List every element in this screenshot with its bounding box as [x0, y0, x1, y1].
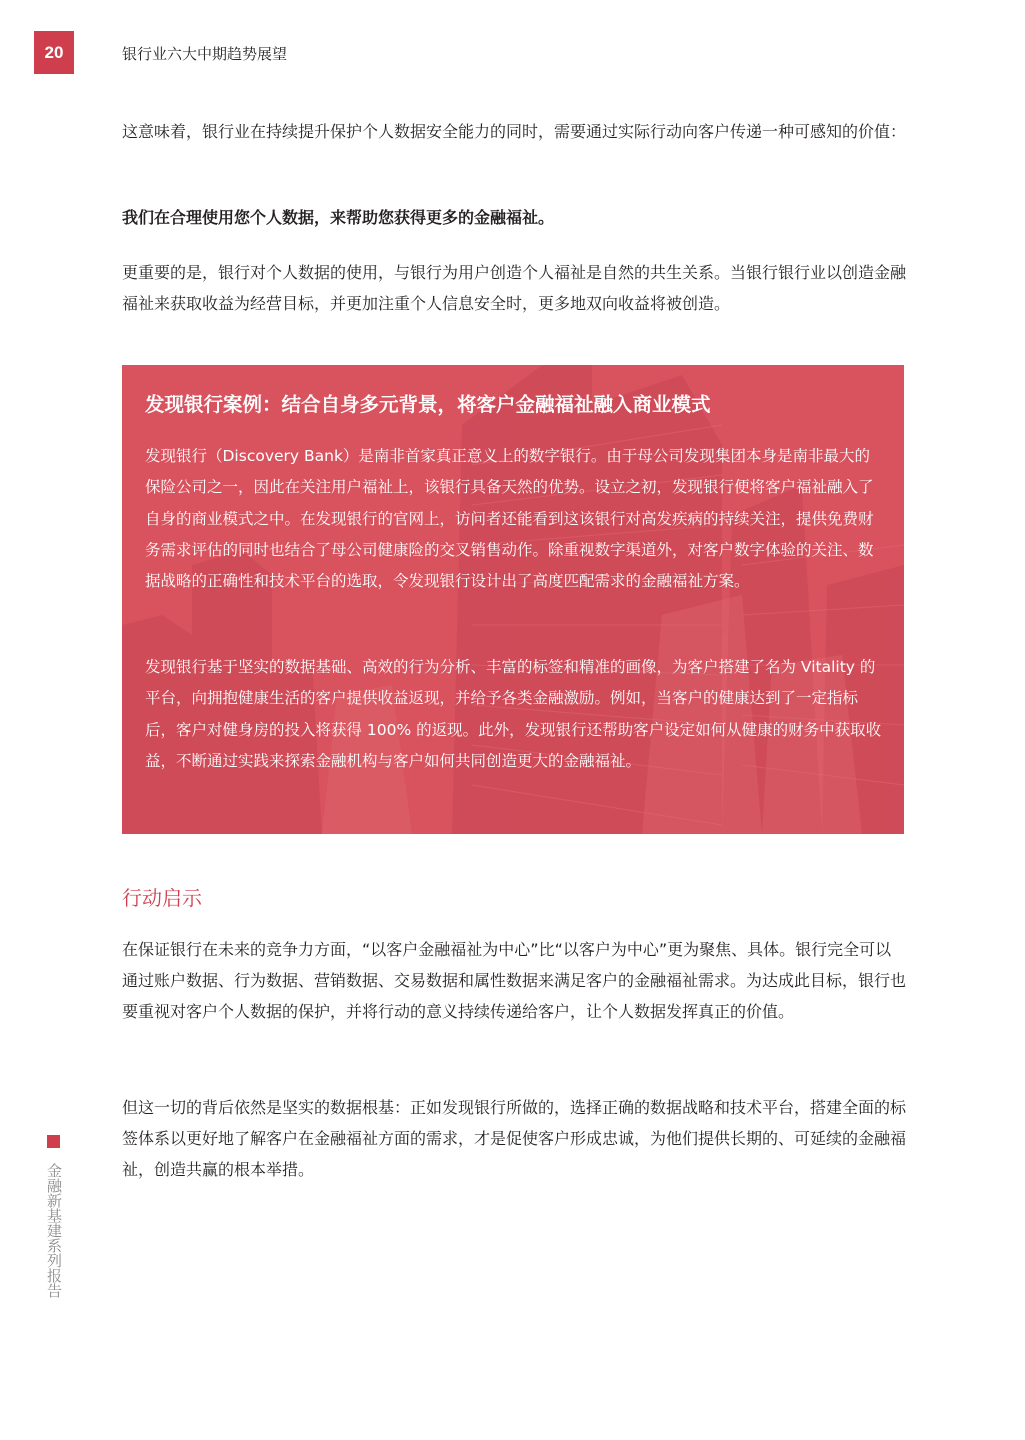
case-study-box [122, 365, 904, 834]
page-number-badge: 20 [34, 31, 74, 74]
running-header-title: 银行业六大中期趋势展望 [122, 45, 288, 63]
sidebar-accent-square [47, 1135, 60, 1148]
intro-bold-statement: 我们在合理使用您个人数据，来帮助您获得更多的金融福祉。 [122, 208, 555, 227]
case-study-paragraph-1: 发现银行（Discovery Bank）是南非首家真正意义上的数字银行。由于母公司发现集团本身是南非最大的保险公司之一，因此在关注用户福祉上，该银行具备天然的优势。设立之初，发现银行便将客户福祉融入了自身的商业模式之中。在发现银行的官网上，访问者还能看到这该银行对高发疾病的持续关注，提供免费财务需求评估的同时也结合了母公司健康险的交叉销售动作。除重视数字渠道外，对客户数字体验的关注、数据战略的正确性和技术平台的选取，令发现银行设计出了高度匹配需求的金融福祉方案。 [145, 447, 874, 591]
intro-paragraph-1: 这意味着，银行业在持续提升保护个人数据安全能力的同时，需要通过实际行动向客户传递一种可感知的价值： [122, 122, 907, 141]
case-study-title: 发现银行案例：结合自身多元背景，将客户金融福祉融入商业模式 [145, 393, 711, 416]
sidebar-series-label: 金融新基建系列报告 [45, 1163, 63, 1298]
action-section-heading: 行动启示 [122, 886, 202, 910]
action-paragraph-2: 但这一切的背后依然是坚实的数据根基：正如发现银行所做的，选择正确的数据战略和技术平台，搭建全面的标签体系以更好地了解客户在金融福祉方面的需求，才是促使客户形成忠诚，为他们提供长期的、可延续的金融福祉，创造共赢的根本举措。 [122, 1098, 907, 1179]
case-study-paragraph-2: 发现银行基于坚实的数据基础、高效的行为分析、丰富的标签和精准的画像，为客户搭建了名为 Vitality 的平台，向拥抱健康生活的客户提供收益返现，并给予各类金融激励。例如，当客户的健康达到了一定指标后，客户对健身房的投入将获得 100% 的返现。此外，发现银行还帮助客户设定如何从健康的财务中获取收益，不断通过实践来探索金融机构与客户如何共同创造更大的金融福祉。 [145, 658, 882, 770]
action-paragraph-1: 在保证银行在未来的竞争力方面，“以客户金融福祉为中心”比“以客户为中心”更为聚焦、具体。银行完全可以通过账户数据、行为数据、营销数据、交易数据和属性数据来满足客户的金融福祉需求。为达成此目标，银行也要重视对客户个人数据的保护，并将行动的意义持续传递给客户，让个人数据发挥真正的价值。 [122, 940, 907, 1021]
intro-paragraph-2: 更重要的是，银行对个人数据的使用，与银行为用户创造个人福祉是自然的共生关系。当银行银行业以创造金融福祉来获取收益为经营目标，并更加注重个人信息安全时，更多地双向收益将被创造。 [122, 263, 907, 313]
